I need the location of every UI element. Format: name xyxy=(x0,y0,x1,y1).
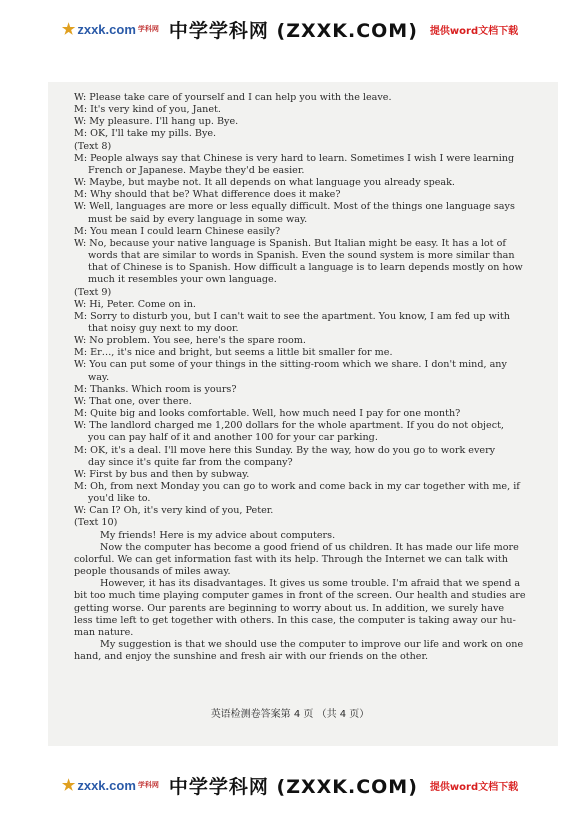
text-line: man nature. xyxy=(74,626,134,638)
header-banner xyxy=(0,6,580,52)
text-line: M: You mean I could learn Chinese easily? xyxy=(74,225,281,237)
text-line: less time left to get together with others. In this case, the computer is taking away our hu- xyxy=(74,614,516,626)
document-body xyxy=(74,92,558,663)
site-brand-bottom[interactable]: 中学学科网 (ZXXK.COM) xyxy=(168,775,418,798)
text-line: W: No problem. You see, here's the spare room. xyxy=(74,335,306,347)
text-line: M: Oh, from next Monday you can go to work and come back in my car together with me, if xyxy=(74,481,520,492)
text-line: you can pay half of it and another 100 for your car parking. xyxy=(88,432,378,444)
text-line: (Text 8) xyxy=(74,140,112,152)
text-line: M: It's very kind of you, Janet. xyxy=(74,104,221,116)
text-line: getting worse. Our parents are beginning to worry about us. In addition, we surely have xyxy=(74,602,505,614)
text-line: way. xyxy=(88,371,110,383)
text-line: M: Quite big and looks comfortable. Well, how much need I pay for one month? xyxy=(74,408,461,420)
text-line: W: That one, over there. xyxy=(74,395,192,407)
text-line: W: Please take care of yourself and I can help you with the leave. xyxy=(74,92,392,103)
text-line: W: Maybe, but maybe not. It all depends on what language you already speak. xyxy=(74,177,455,189)
text-line: W: Well, languages are more or less equally difficult. Most of the things one language says xyxy=(74,201,515,213)
site-logo-bottom[interactable]: ★ zxxk.com 学科网 xyxy=(61,777,159,794)
text-line: M: Er…, it's nice and bright, but seems a little bit smaller for me. xyxy=(74,347,393,359)
text-line: W: My pleasure. I'll hang up. Bye. xyxy=(74,116,239,128)
text-line: words that are similar to words in Spanish. Even the sound system is more similar than xyxy=(88,250,515,262)
text-line: W: The landlord charged me 1,200 dollars for the whole apartment. If you do not object, xyxy=(74,420,504,432)
footer-banner xyxy=(0,762,580,808)
text-line: M: Thanks. Which room is yours? xyxy=(74,383,237,395)
text-line: that noisy guy next to my door. xyxy=(88,322,239,334)
text-line: hand, and enjoy the sunshine and fresh air with our friends on the other. xyxy=(74,651,429,663)
text-line: must be said by every language in some way. xyxy=(88,213,308,225)
text-line: M: OK, I'll take my pills. Bye. xyxy=(74,128,217,140)
text-line: However, it has its disadvantages. It gives us some trouble. I'm afraid that we spend a xyxy=(100,578,521,590)
text-line: colorful. We can get information fast with its help. Through the Internet we can talk with xyxy=(74,553,508,565)
text-line: people thousands of miles away. xyxy=(74,566,231,578)
text-line: W: Hi, Peter. Come on in. xyxy=(74,298,196,310)
text-line: W: You can put some of your things in the sitting-room which we share. I don't mind, any xyxy=(74,359,507,371)
text-line: M: Why should that be? What difference does it make? xyxy=(74,189,341,201)
page-footer: 英语检测卷答案第 4 页 （共 4 页） xyxy=(210,709,370,720)
text-line: M: OK, it's a deal. I'll move here this Sunday. By the way, how do you go to work every xyxy=(74,444,496,456)
text-line: that of Chinese is to Spanish. How difficult a language is to learn depends mostly on how xyxy=(88,262,523,274)
text-line: you'd like to. xyxy=(88,493,151,505)
text-line: day since it's quite far from the company? xyxy=(88,456,293,468)
text-line: M: People always say that Chinese is very hard to learn. Sometimes I wish I were learning xyxy=(74,152,515,164)
star-icon: ★ xyxy=(61,777,76,794)
text-line: much it resembles your own language. xyxy=(88,274,277,286)
text-line: W: No, because your native language is Spanish. But Italian might be easy. It has a lot of xyxy=(74,237,506,249)
text-line: My friends! Here is my advice about computers. xyxy=(100,529,336,541)
site-logo[interactable]: ★ zxxk.com 学科网 xyxy=(61,21,159,38)
text-line: My suggestion is that we should use the computer to improve our life and work on one xyxy=(100,639,524,651)
site-brand[interactable]: 中学学科网 (ZXXK.COM) xyxy=(168,19,418,42)
text-line: French or Japanese. Maybe they'd be easier. xyxy=(88,164,305,176)
text-line: Now the computer has become a good friend of us children. It has made our life more xyxy=(100,541,519,553)
download-link[interactable]: 提供word文档下载 xyxy=(429,25,519,37)
text-line: W: First by bus and then by subway. xyxy=(74,468,250,480)
text-line: W: Can I? Oh, it's very kind of you, Peter. xyxy=(74,505,274,517)
star-icon: ★ xyxy=(61,21,76,38)
text-line: M: Sorry to disturb you, but I can't wait to see the apartment. You know, I am fed up with xyxy=(74,310,510,322)
text-line: (Text 10) xyxy=(74,517,118,529)
text-line: bit too much time playing computer games in front of the screen. Our health and studies are xyxy=(74,590,526,602)
text-line: (Text 9) xyxy=(74,286,112,298)
download-link-bottom[interactable]: 提供word文档下载 xyxy=(429,781,519,793)
